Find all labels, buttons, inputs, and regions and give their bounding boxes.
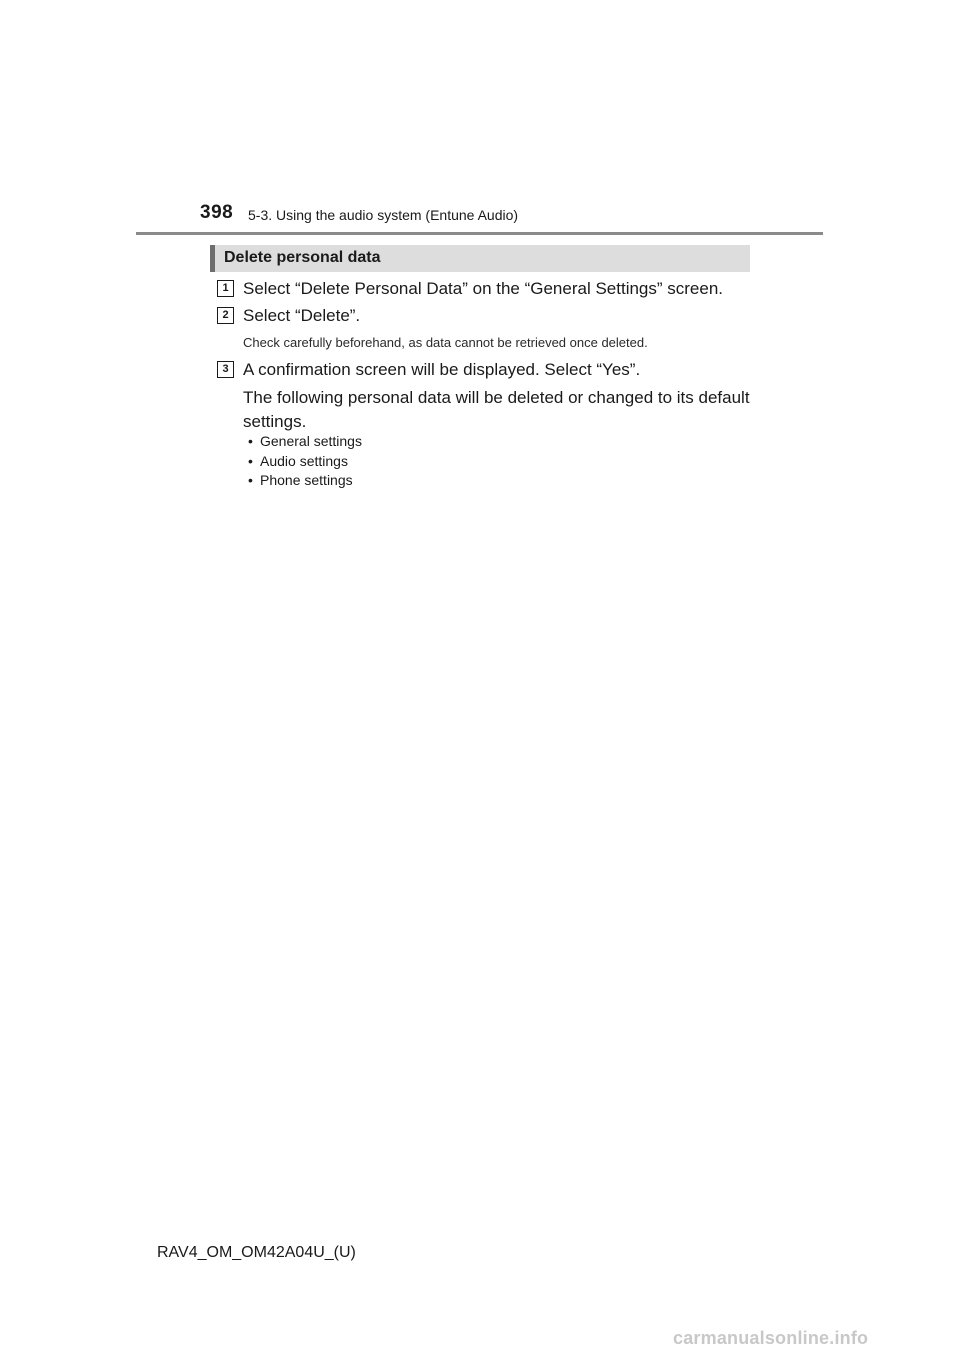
section-heading: Delete personal data	[224, 249, 381, 266]
list-item-label: Phone settings	[260, 472, 353, 488]
page-number: 398	[200, 202, 234, 223]
heading-accent-bar	[210, 245, 215, 272]
watermark: carmanualsonline.info	[673, 1328, 869, 1348]
bullet-icon: •	[248, 433, 253, 449]
section-heading-bar	[210, 245, 750, 272]
step-1-text: Select “Delete Personal Data” on the “General Settings” screen.	[243, 279, 724, 298]
step-3-text: A confirmation screen will be displayed. Select “Yes”.	[243, 360, 641, 379]
bullet-icon: •	[248, 472, 253, 488]
step-number-1: 1	[217, 280, 234, 297]
list-item	[248, 471, 362, 491]
note-text: Check carefully beforehand, as data cannot be retrieved once deleted.	[243, 335, 648, 350]
step-2-text: Select “Delete”.	[243, 306, 361, 325]
list-item-label: General settings	[260, 433, 362, 449]
step-number-3: 3	[217, 361, 234, 378]
list-item	[248, 452, 362, 472]
footer-document-code: RAV4_OM_OM42A04U_(U)	[157, 1244, 356, 1261]
list-item-label: Audio settings	[260, 452, 348, 469]
deleted-data-list	[248, 432, 362, 491]
page-header	[0, 0, 960, 240]
step-number-2: 2	[217, 307, 234, 324]
deleted-data-paragraph: The following personal data will be deleted or changed to its default settings.	[243, 388, 750, 431]
bullet-icon: •	[248, 452, 253, 469]
section-title: 5-3. Using the audio system (Entune Audio)	[248, 207, 519, 223]
list-item	[248, 432, 362, 452]
header-divider	[136, 232, 823, 235]
